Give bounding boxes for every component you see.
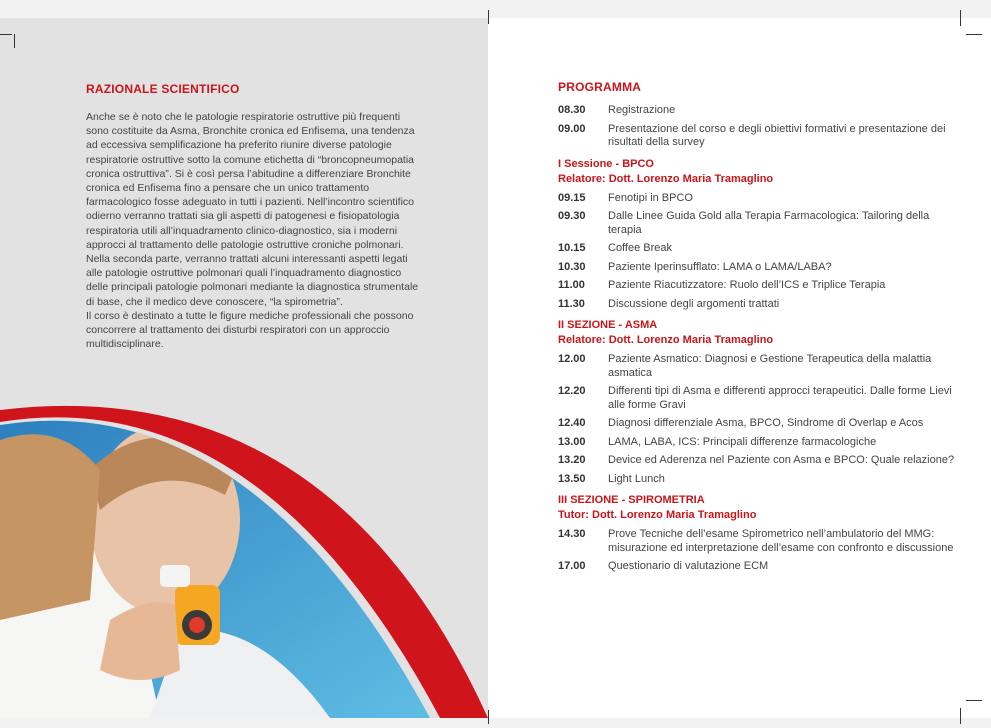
program-text: Fenotipi in BPCO [608, 191, 693, 204]
program-time: 12.20 [558, 385, 586, 397]
program-time: 10.30 [558, 260, 586, 273]
program-text: Device ed Aderenza nel Paziente con Asma e BPCO: Quale relazione? [608, 454, 955, 466]
program-time: 13.50 [558, 472, 586, 485]
program-time: 14.30 [558, 528, 586, 540]
program-item [558, 123, 963, 150]
program-text: Questionario di valutazione ECM [608, 560, 769, 572]
program-intro [558, 104, 963, 150]
program-text: Coffee Break [608, 242, 673, 254]
program-item [558, 473, 963, 487]
program-item [558, 279, 963, 293]
session-3-items [558, 528, 963, 574]
rationale-title: RAZIONALE SCIENTIFICO [86, 82, 240, 96]
program-item [558, 210, 963, 237]
crop-mark [966, 700, 982, 701]
crop-mark [0, 34, 12, 35]
program-text: Dalle Linee Guida Gold alla Terapia Farmacologica: Tailoring della terapia [608, 210, 930, 236]
program-list [558, 104, 963, 579]
program-item [558, 192, 963, 206]
program-item [558, 353, 963, 380]
program-text: Registrazione [608, 104, 676, 116]
session-2-items [558, 353, 963, 486]
program-item [558, 104, 963, 118]
session-1-speaker: Relatore: Dott. Lorenzo Maria Tramaglino [558, 172, 774, 185]
program-item [558, 385, 963, 412]
program-item [558, 261, 963, 275]
program-time: 11.00 [558, 279, 585, 291]
crop-mark [960, 708, 961, 724]
session-1-items [558, 192, 963, 312]
crop-mark [960, 10, 961, 26]
program-text: Light Lunch [608, 472, 665, 485]
program-item [558, 298, 963, 312]
program-item [558, 454, 963, 468]
woman-inhaler-illustration [0, 400, 488, 718]
session-1-title: I Sessione - BPCO [558, 157, 654, 170]
program-text: Diagnosi differenziale Asma, BPCO, Sindrome di Overlap e Acos [608, 417, 924, 429]
program-text: Discussione degli argomenti trattati [608, 297, 780, 310]
program-text: Paziente Iperinsufflato: LAMA o LAMA/LABA? [608, 260, 832, 273]
program-item [558, 242, 963, 256]
program-text: Presentazione del corso e degli obiettivi formativi e presentazione dei risultati della survey [608, 122, 946, 148]
session-3-title: III SEZIONE - SPIROMETRIA [558, 494, 705, 506]
program-time: 12.00 [558, 353, 586, 365]
rationale-text [86, 110, 421, 351]
program-time: 12.40 [558, 417, 586, 429]
program-text: LAMA, LABA, ICS: Principali differenze farmacologiche [608, 435, 877, 448]
program-text: Paziente Asmatico: Diagnosi e Gestione Terapeutica della malattia asmatica [608, 353, 932, 379]
crop-mark [966, 34, 982, 35]
inhaler-photo [0, 400, 488, 718]
program-time: 08.30 [558, 104, 586, 116]
program-text: Differenti tipi di Asma e differenti approcci terapeutici. Dalle forme Lievi alle forme Gravi [608, 385, 952, 411]
program-time: 10.15 [558, 242, 586, 254]
program-item [558, 417, 963, 431]
crop-mark [14, 34, 15, 48]
session-3-speaker: Tutor: Dott. Lorenzo Maria Tramaglino [558, 509, 757, 521]
program-time: 11.30 [558, 297, 585, 310]
program-time: 09.15 [558, 191, 586, 204]
program-text: Paziente Riacutizzatore: Ruolo dell’ICS e Triplice Terapia [608, 279, 886, 291]
program-time: 17.00 [558, 560, 586, 572]
rationale-paragraph-1: Anche se è noto che le patologie respiratorie ostruttive più frequenti sono costituite da Asma, Bronchite cronica ed Enfisema, una tendenza ad eccessiva semplificazione ha preferito riunire diverse patologie respiratorie ostruttive sotto la comune etichetta di “broncopneumopatia cronica ostruttiva”. Si è così persa l’abitudine a differenziare Bronchite cronica ed Enfisema fino a pensare che un unico trattamento farmacologico fosse adeguato in tutti i pazienti. Nell’incontro scientifico odierno verranno trattati sia gli aspetti di patogenesi e fisiopatologia respiratoria utili all’inquadramento clinico-diagnostico, sia i moderni approcci al trattamento delle patologie ostruttive croniche polmonari. Nella seconda parte, verranno trattati alcuni interessanti aspetti legati alle patologie ostruttive polmonari quali l’inquadramento diagnostico delle principali patologie polmonari mediante la diagnostica strumentale di base, che il medico deve conoscere, “la spirometria”. [86, 111, 419, 308]
session-2-title: II SEZIONE - ASMA [558, 319, 658, 331]
program-item [558, 436, 963, 450]
rationale-paragraph-2: Il corso è destinato a tutte le figure mediche professionali che possono concorrere al trattamento dei disturbi respiratori con un approccio multidisciplinare. [86, 309, 414, 351]
program-item [558, 560, 963, 574]
crop-mark [488, 10, 489, 24]
program-title: PROGRAMMA [558, 80, 642, 94]
program-time: 13.20 [558, 454, 586, 466]
program-time: 09.00 [558, 122, 586, 135]
session-2-speaker: Relatore: Dott. Lorenzo Maria Tramaglino [558, 334, 774, 346]
program-text: Prove Tecniche dell’esame Spirometrico nell’ambulatorio del MMG: misurazione ed interpretazione dell’esame con confronto e discussione [608, 528, 954, 554]
crop-mark [488, 710, 489, 724]
program-time: 09.30 [558, 210, 586, 222]
program-item [558, 528, 963, 555]
program-time: 13.00 [558, 435, 586, 448]
